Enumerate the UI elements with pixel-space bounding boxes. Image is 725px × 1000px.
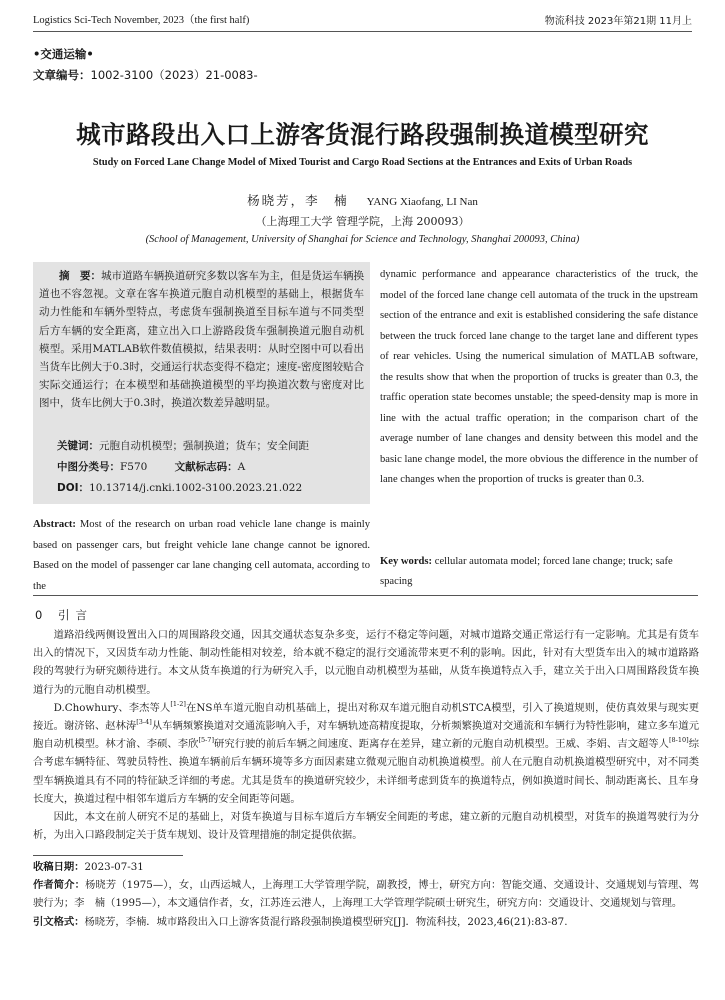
section-heading — [35, 607, 93, 623]
abstract-en-left-text: Most of the research on urban road vehicle lane change is mainly based on passenger cars, but freight vehicle lane change cannot be ignored. Based on the model of passenger car lane changing cell automata, according to the — [33, 519, 371, 592]
article-number — [33, 67, 258, 83]
author-bio — [33, 876, 699, 912]
abstract-en-label: Abstract: — [33, 519, 76, 530]
article-number-value: 1002-3100（2023）21-0083- — [90, 68, 258, 82]
abstract-cn-label: 摘 要： — [59, 270, 102, 282]
abstract-en-right: dynamic performance and appearance characteristics of the truck, the model of the forced lane change cell automata of the truck in the upstream section of the entrance and exit is established considering the safe distance between the truck forced lane change to the target lane and different types of rear vehicles. Using the numerical simulation of MATLAB software, the results show that when the proportion of trucks is greater than 0.3, the traffic operation state becomes unstable; the speed-density map is more in line with the actual traffic operation; in the comparison chart of the average number of lane changes and density between this model and the basic lane change model, the more obvious the difference in the number of lane changes when the proportion of trucks is greater than 0.3. — [380, 269, 698, 485]
body-text — [33, 626, 699, 844]
section-tag: •交通运输• — [33, 47, 94, 61]
running-header — [33, 8, 692, 32]
clc-label: 中图分类号： — [57, 461, 120, 473]
keywords-en-text: cellular automata model; forced lane change; truck; safe spacing — [380, 556, 673, 587]
body-paragraph-2 — [33, 699, 699, 808]
received-value: 2023-07-31 — [84, 861, 144, 873]
affiliation-en: (School of Management, University of Shanghai for Science and Technology, Shanghai 200093, China) — [145, 234, 580, 245]
footnote-rule — [33, 855, 183, 856]
keywords-cn-label: 关键词： — [57, 440, 99, 452]
clc-value: F570 — [120, 461, 148, 473]
p2-text-b: 在NS单车道元胞自动机基础上，提出对称双车道元胞自动机STCA模型，引入了换道规则，使仿真效果与现实更接近。谢济铭、赵林涛 — [33, 701, 699, 733]
citation-text: 杨晓芳，李楠．城市路段出入口上游客货混行路段强制换道模型研究[J]．物流科技，2023,46(21):83-87. — [84, 915, 568, 928]
p2-text-d: 研究行驶的前后车辆之间速度、距离存在差异，建立新的元胞自动机模型。王威、李娟、吉文超等人 — [213, 738, 669, 751]
paper-title-en: Study on Forced Lane Change Model of Mixed Tourist and Cargo Road Sections at the Entrances and Exits of Urban Roads — [92, 157, 633, 168]
author-bio-text: 杨晓芳（1975—），女，山西运城人，上海理工大学管理学院，副教授，博士，研究方向：智能交通、交通设计、交通规划与管理、驾驶行为；李 楠（1995—），本文通信作者，女，江苏连云港人，上海理工大学管理学院硕士研究生，研究方向：交通设计、交通规划与管理。 — [33, 879, 700, 910]
keywords-cn-text: 元胞自动机模型；强制换道；货车；安全间距 — [99, 440, 309, 452]
p2-text-c: 从车辆频繁换道对交通流影响入手，对车辆轨迹高精度提取，分析频繁换道对交通流和车辆行为特性影响，建立多车道元胞自动机模型。林才渝、李硕、李欣 — [33, 720, 700, 751]
citation-ref: [5-7] — [198, 736, 214, 745]
journal-header-cn: 物流科技 2023年第21期 11月上 — [544, 16, 692, 27]
citation-ref: [3-4] — [136, 718, 152, 727]
journal-header-en: Logistics Sci-Tech November, 2023（the first half) — [33, 15, 250, 26]
affiliation-cn: （上海理工大学 管理学院，上海 200093） — [255, 215, 470, 228]
doi-label: DOI： — [57, 482, 90, 494]
keywords-cn — [57, 438, 309, 453]
doc-code-label: 文献标志码： — [174, 461, 238, 473]
citation-ref: [8-10] — [668, 736, 689, 745]
citation-format — [33, 913, 699, 931]
author-bio-label: 作者简介： — [33, 879, 86, 892]
citation-ref: [1-2] — [170, 699, 186, 708]
article-number-label: 文章编号： — [33, 68, 91, 82]
abstract-divider — [33, 595, 698, 596]
authors-cn: 杨晓芳，李 楠 — [247, 193, 349, 208]
keywords-en — [380, 552, 698, 592]
section-number: 0 — [35, 608, 49, 622]
authors-en: YANG Xiaofang, LI Nan — [366, 196, 478, 208]
received-date — [33, 858, 699, 876]
keywords-en-label: Key words: — [380, 556, 433, 567]
p2-text-e: 综合考虑车辆特征、驾驶员特性、换道车辆前后车辆环境等多方面因素建立微观元胞自动机换道模型。前人在元胞自动机换道模型研究中，对不同类型车辆换道具有不同的特征缺乏详细的考虑。尤其是货车的换道研究较少，未详细考虑到货车的换道特点，例如换道时间长、制动距离长、且车身长度大，换道过程中相邻车道后方车辆的安全间距等问题。 — [33, 738, 700, 805]
citation-label: 引文格式： — [33, 915, 85, 928]
p2-text-a: D.Chowhury、李杰等人 — [53, 701, 171, 714]
abstract-cn — [33, 267, 370, 413]
footnotes — [33, 858, 699, 931]
body-paragraph-3: 因此，本文在前人研究不足的基础上，对货车换道与目标车道后方车辆安全间距的考虑，建立新的元胞自动机模型，对货车的换道驾驶行为分析，为出入口路段制定关于货车规划、设计及管理措施的制定提供依据。 — [33, 811, 699, 842]
paper-title-cn: 城市路段出入口上游客货混行路段强制换道模型研究 — [76, 120, 649, 149]
classification-line — [57, 459, 245, 474]
received-label: 收稿日期： — [33, 861, 85, 873]
abstract-en-left — [33, 515, 370, 597]
section-title: 引言 — [57, 608, 93, 622]
authors — [0, 191, 725, 209]
doc-code-value: A — [237, 461, 246, 473]
doi-line — [57, 480, 302, 495]
abstract-cn-text: 城市道路车辆换道研究多数以客车为主，但是货运车辆换道也不容忽视。文章在客车换道元胞自动机模型的基础上，根据货车动力性能和车辆外型特点，考虑货车强制换道至目标车道与不同类型后方车辆的安全距离，建立出入口上游路段货车强制换道元胞自动机模型。采用MATLAB软件数值模拟，结果表明：从时空图中可以看出当货车比例大于0.3时，交通运行状态变得不稳定；速度-密度图较贴合实际交通运行；在本模型和基础换道模型的平均换道次数与密度对比图中，货车比例大于0.3时，换道次数差异越明显。 — [39, 270, 365, 410]
doi-value: 10.13714/j.cnki.1002-3100.2023.21.022 — [89, 482, 303, 494]
body-paragraph-1: 道路沿线两侧设置出入口的周围路段交通，因其交通状态复杂多变，运行不稳定等问题，对城市道路交通正常运行有一定影响。尤其是有货车出入的情况下，又因货车动力性能、制动性能相对较差，给本就不稳定的混行交通流带来更不利的影响。因此，针对有大型货车出入的城市道路路段的驾驶行为研究颇待进行。本文从货车换道的行为研究入手，以元胞自动机模型为基础，从货车换道特点入手，建立关于出入口周围路段货车换道行为的元胞自动机模型。 — [33, 629, 699, 696]
